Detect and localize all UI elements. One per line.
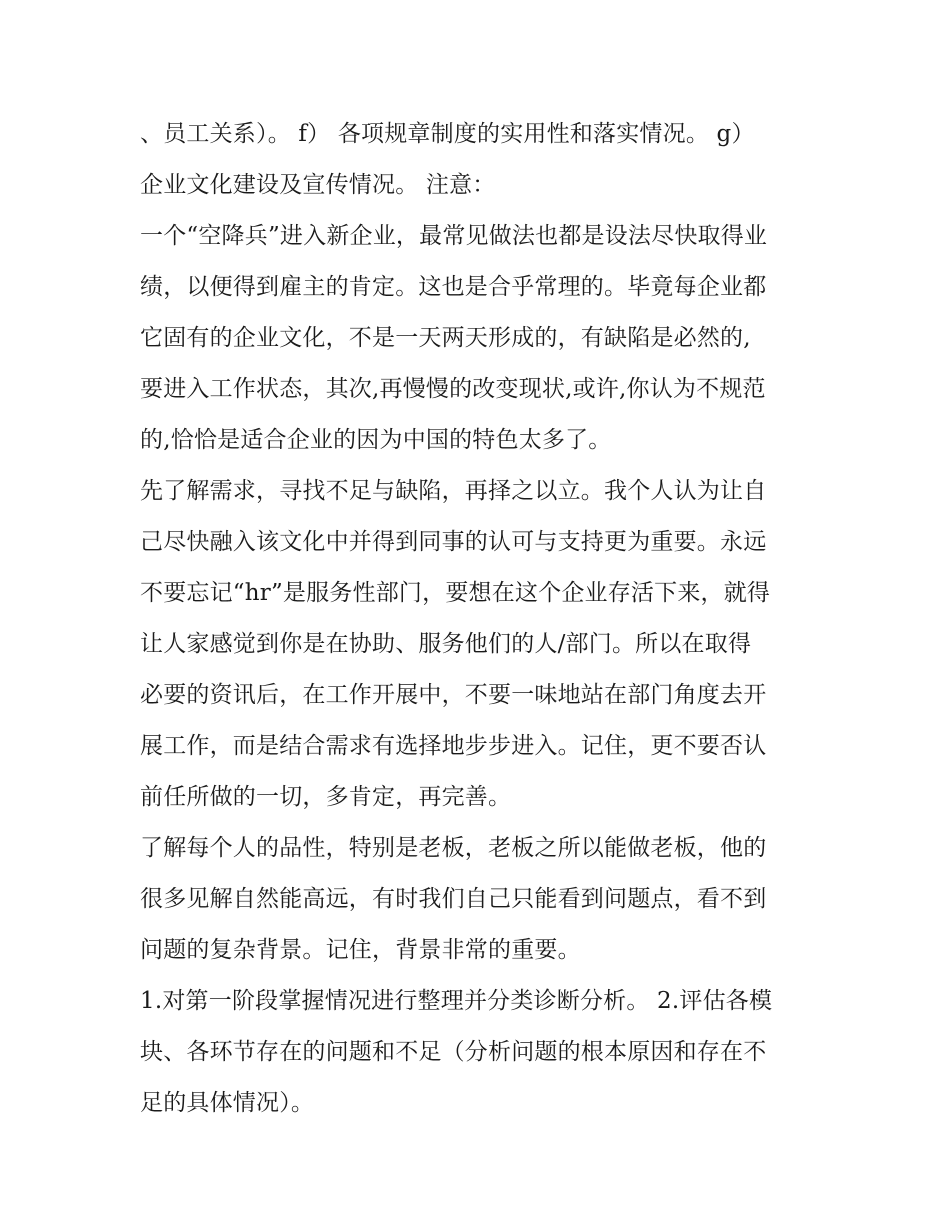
text-line: 的,恰恰是适合企业的因为中国的特色太多了。 bbox=[140, 427, 612, 453]
text-line: 要进入工作状态，其次,再慢慢的改变现状,或许,你认为不规范 bbox=[140, 376, 766, 402]
text-line: 、员工关系）。 f） 各项规章制度的实用性和落实情况。 g） bbox=[140, 121, 755, 147]
text-line: 一个“空降兵”进入新企业，最常见做法也都是设法尽快取得业 bbox=[140, 223, 768, 249]
text-line: 足的具体情况）。 bbox=[140, 1090, 315, 1116]
text-line: 必要的资讯后，在工作开展中，不要一味地站在部门角度去开 bbox=[140, 682, 767, 708]
text-line: 前任所做的一切，多肯定，再完善。 bbox=[140, 784, 512, 810]
text-line: 先了解需求，寻找不足与缺陷，再择之以立。我个人认为让自 bbox=[140, 478, 767, 504]
text-line: 1.对第一阶段掌握情况进行整理并分类诊断分析。 2.评估各模 bbox=[140, 988, 773, 1014]
text-line: 让人家感觉到你是在协助、服务他们的人/部门。所以在取得 bbox=[140, 631, 752, 657]
text-line: 块、各环节存在的问题和不足（分析问题的根本原因和存在不 bbox=[140, 1039, 767, 1065]
document-body bbox=[140, 109, 820, 1129]
text-line: 它固有的企业文化，不是一天两天形成的，有缺陷是必然的, bbox=[140, 325, 751, 351]
text-line: 己尽快融入该文化中并得到同事的认可与支持更为重要。永远 bbox=[140, 529, 767, 555]
text-line: 不要忘记“hr”是服务性部门，要想在这个企业存活下来，就得 bbox=[140, 580, 771, 606]
text-line: 绩，以便得到雇主的肯定。这也是合乎常理的。毕竟每企业都 bbox=[140, 274, 767, 300]
text-line: 了解每个人的品性，特别是老板，老板之所以能做老板，他的 bbox=[140, 835, 767, 861]
text-line: 企业文化建设及宣传情况。 注意： bbox=[140, 172, 496, 198]
text-line: 很多见解自然能高远，有时我们自己只能看到问题点，看不到 bbox=[140, 886, 767, 912]
text-line: 问题的复杂背景。记住，背景非常的重要。 bbox=[140, 937, 581, 963]
text-line: 展工作，而是结合需求有选择地步步进入。记住，更不要否认 bbox=[140, 733, 767, 759]
